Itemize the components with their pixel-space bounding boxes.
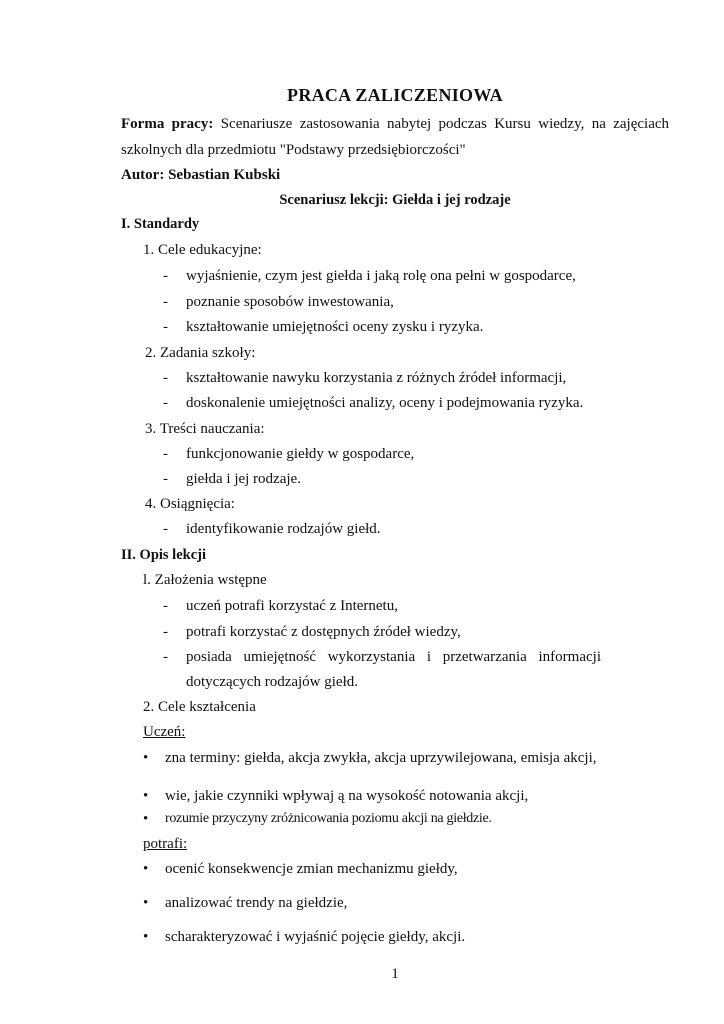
list-item: zna terminy: giełda, akcja zwykła, akcja uprzywilejowana, emisja akcji, (165, 750, 597, 766)
bullet-icon: • (143, 929, 149, 945)
forma-label: Forma pracy: (121, 116, 214, 132)
list-item: rozumie przyczyny zróżnicowania poziomu akcji na giełdzie. (165, 811, 492, 826)
list-dash: - (163, 268, 168, 284)
scenario-title: Scenariusz lekcji: Giełda i jej rodzaje (279, 192, 511, 208)
forma-text-1: Scenariusze zastosowania nabytej podczas Kursu wiedzy, na zajęciach (213, 116, 670, 132)
list-dash: - (163, 649, 168, 665)
list-item: scharakteryzować i wyjaśnić pojęcie giełdy, akcji. (165, 929, 466, 945)
page-number: 1 (391, 966, 399, 982)
list-dash: - (163, 624, 168, 640)
list-dash: - (163, 471, 168, 487)
list-item: ocenić konsekwencje zmian mechanizmu giełdy, (165, 861, 458, 877)
list-dash: - (163, 446, 168, 462)
bullet-icon: • (143, 788, 149, 804)
subheading-cele-edukacyjne: 1. Cele edukacyjne: (143, 242, 262, 258)
subheading-osiagniecia: 4. Osiągnięcia: (145, 496, 235, 512)
list-dash: - (163, 521, 168, 537)
section-heading-opis-lekcji: II. Opis lekcji (121, 547, 206, 563)
label-potrafi: potrafi: (143, 836, 188, 852)
list-item: identyfikowanie rodzajów giełd. (186, 521, 381, 537)
list-item: doskonalenie umiejętności analizy, oceny i podejmowania ryzyka. (186, 395, 584, 411)
list-item: analizować trendy na giełdzie, (165, 895, 348, 911)
subheading-zadania-szkoly: 2. Zadania szkoły: (145, 345, 256, 361)
list-item: potrafi korzystać z dostępnych źródeł wiedzy, (186, 624, 461, 640)
list-dash: - (163, 395, 168, 411)
section-heading-standardy: I. Standardy (121, 216, 200, 232)
list-item: posiada umiejętność wykorzystania i przetwarzania informacji (186, 649, 601, 665)
list-item: giełda i jej rodzaje. (186, 471, 301, 487)
bullet-icon: • (143, 861, 149, 877)
list-item: wie, jakie czynniki wpływaj ą na wysokość notowania akcji, (165, 788, 529, 804)
bullet-icon: • (143, 750, 149, 766)
list-item: wyjaśnienie, czym jest giełda i jaką rolę ona pełni w gospodarce, (186, 268, 576, 284)
page-title: PRACA ZALICZENIOWA (287, 85, 503, 105)
list-item: kształtowanie nawyku korzystania z różnych źródeł informacji, (186, 370, 567, 386)
list-item: funkcjonowanie giełdy w gospodarce, (186, 446, 415, 462)
list-item: kształtowanie umiejętności oceny zysku i ryzyka. (186, 319, 484, 335)
list-dash: - (163, 370, 168, 386)
list-item-continuation: dotyczących rodzajów giełd. (186, 674, 359, 690)
list-item: poznanie sposobów inwestowania, (186, 294, 394, 310)
forma-line-1 (121, 116, 669, 133)
forma-line-2: szkolnych dla przedmiotu "Podstawy przedsiębiorczości" (121, 142, 466, 158)
label-uczen: Uczeń: (143, 724, 186, 740)
list-item: uczeń potrafi korzystać z Internetu, (186, 598, 398, 614)
list-dash: - (163, 294, 168, 310)
list-dash: - (163, 319, 168, 335)
bullet-icon: • (143, 811, 149, 827)
subheading-tresci-nauczania: 3. Treści nauczania: (145, 421, 265, 437)
bullet-icon: • (143, 895, 149, 911)
subheading-zalozenia: l. Założenia wstępne (143, 572, 267, 588)
subheading-cele-ksztalcenia: 2. Cele kształcenia (143, 699, 256, 715)
author: Autor: Sebastian Kubski (121, 167, 281, 183)
list-dash: - (163, 598, 168, 614)
